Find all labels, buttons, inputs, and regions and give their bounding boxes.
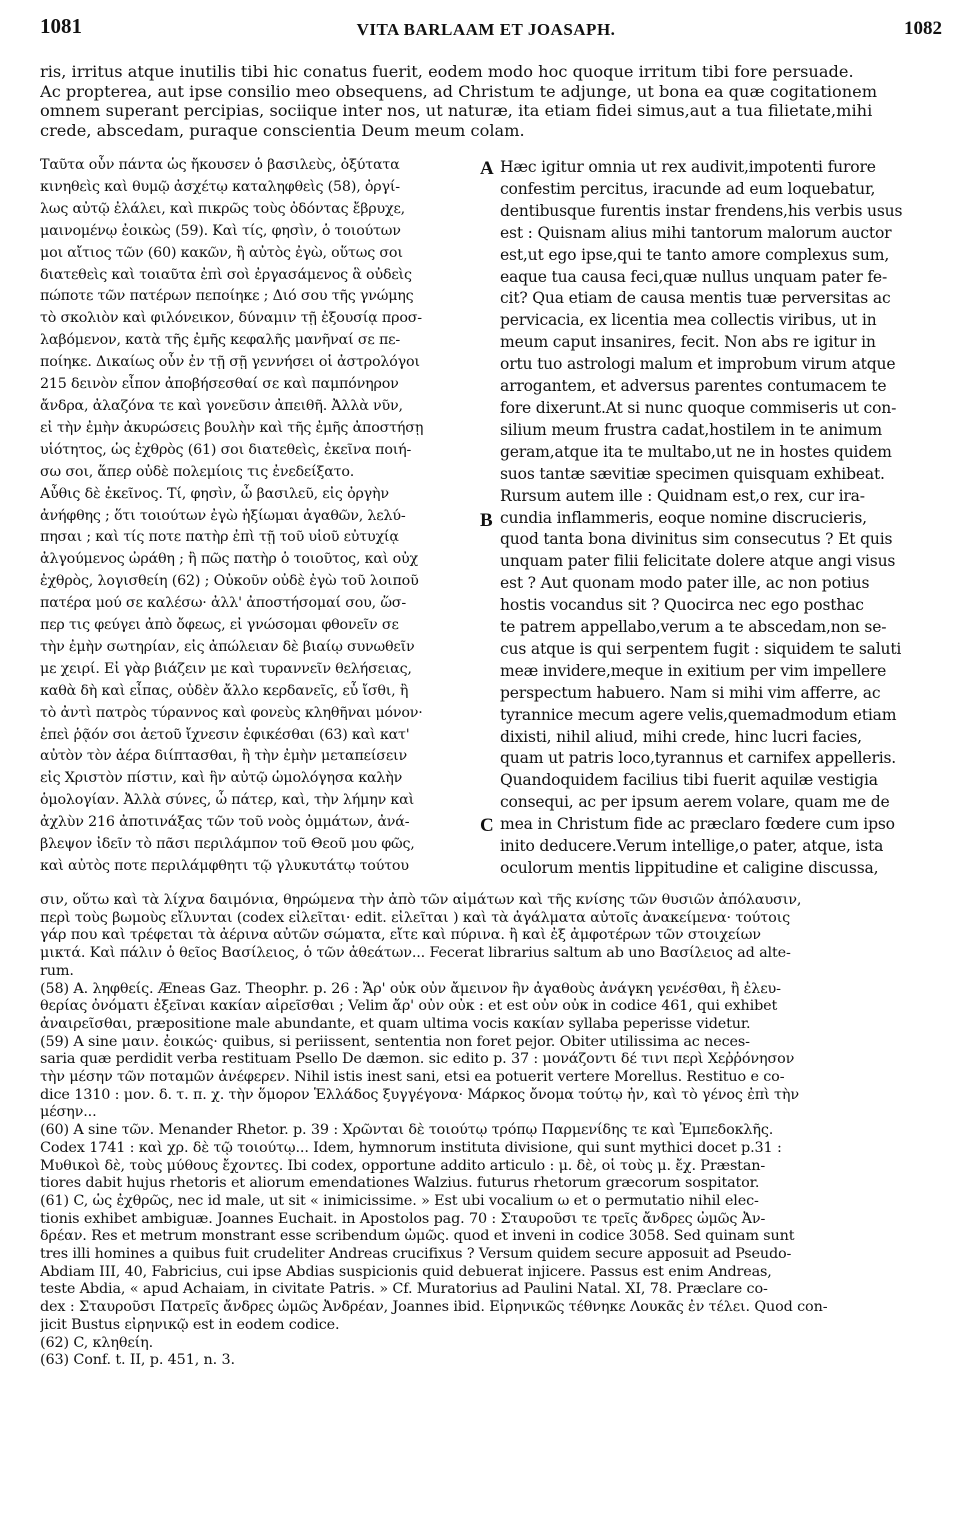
latin-line: Hæc igitur omnia ut rex audivit,impotenti furore bbox=[500, 158, 876, 176]
intro-line: ris, irritus atque inutilis tibi hic conatus fuerit, eodem modo hoc quoque irritum tibi fore persuade. bbox=[40, 62, 854, 81]
latin-line: Rursum autem ille : Quidnam est,o rex, cur ira- bbox=[500, 486, 865, 505]
intro-line: crede, abscedam, puraque conscientia Deum meum colam. bbox=[40, 121, 525, 141]
greek-line: καὶ αὐτὸς ποτε περιλάμφθητι τῷ γλυκυτάτῳ τούτου bbox=[40, 858, 409, 874]
greek-line: περ τις φεύγει ἀπὸ ὄφεως, εἰ γνώσομαι φθονεῖν σε bbox=[40, 617, 399, 634]
footnote-line: γάρ που καὶ τρέφεται τὰ ἀέρινα αὐτῶν σώματα, εἴτε καὶ πύρινα. ἢ καὶ ἐξ ἀμφοτέρων τῶν στοιχείων bbox=[40, 927, 761, 944]
footnotes bbox=[40, 892, 935, 1370]
latin-line: est,ut ego ipse,qui te tanto amore complexus sum, bbox=[500, 245, 890, 264]
latin-line: arrogantem, et adversus parentes contumacem te bbox=[500, 377, 887, 396]
latin-line: hostis vocandus sit ? Quocirca nec ego posthac bbox=[500, 596, 864, 615]
greek-line: τὴν ἐμὴν σωτηρίαν, εἰς ἀπώλειαν δὲ βιαίῳ συνωθεῖν bbox=[40, 638, 415, 655]
greek-line: μαινομένῳ ἐοικὼς (59). Καὶ τίς, φησὶν, ὁ τοιούτων bbox=[40, 222, 401, 239]
latin-line: te patrem appellabo,verum a te abscedam,non se- bbox=[500, 618, 887, 637]
greek-line: πατέρα μού σε καλέσω· ἀλλ' ἀποστήσομαί σου, ὥσ- bbox=[40, 595, 406, 612]
footnote-line: teste Abdia, « apud Achaiam, in civitate Patris. » Cf. Muratorius ad Paulini Natal. XI, 78. Præclare co- bbox=[40, 1281, 768, 1298]
footnote-line: tionis exhibet ambiguæ. Joannes Euchait. in Apostolos pag. 70 : Σταυροῦσι τε τρεῖς ἄνδρες ὠμῶς Ἀν- bbox=[40, 1210, 766, 1227]
greek-line: με χειρί. Εἰ γὰρ βιάζειν με καὶ τυραννεῖν θελήσειας, bbox=[40, 660, 412, 677]
greek-line: ἀνήφθης ; ὅτι τοιούτων ἐγὼ ἠξίωμαι ἀγαθῶν, λελύ- bbox=[40, 507, 406, 524]
greek-line: ποίηκε. Δικαίως οὖν ἐν τῇ σῇ γεννήσει οἱ ἀστρολόγοι bbox=[40, 354, 420, 371]
footnote-line: rum. bbox=[40, 962, 74, 979]
intro-line: omnem superant percipias, sociique inter nos, ut naturæ, ita etiam fidei simus,aut a tua filietate,mihi bbox=[40, 101, 873, 121]
latin-line: Quandoquidem facilius tibi fuerit aquilæ vestigia bbox=[500, 771, 878, 790]
footnote-line: saria quæ perdidit verba restituam Psello De dæmon. sic edito p. 37 : μονάζοντι δέ τινι περὶ Χεῤῥόνησον bbox=[40, 1051, 795, 1068]
footnote-line: (62) C, κληθείη. bbox=[40, 1334, 154, 1351]
latin-line: eaque tua causa feci,quæ nullus unquam pater fe- bbox=[500, 267, 888, 286]
footnote-line: θερίας ὀνόματι ἐξεῖναι κακίαν αἱρεῖσθαι ; Velim ἄρ' οὖν οὐκ : et est οὖν οὐκ in codice 461, qui exhibet bbox=[40, 998, 778, 1015]
footnote-line: σιν, οὕτω καὶ τὰ λίχνα δαιμόνια, θηρώμενα τὴν ἀπὸ τῶν αἱμάτων καὶ τῆς κνίσης τῶν θυσιῶν ἀπόλαυσιν, bbox=[40, 892, 802, 908]
greek-line: 215 δεινὸν εἶπον ἀποβήσεσθαί σε καὶ παμπόνηρον bbox=[40, 376, 399, 393]
running-header bbox=[30, 14, 942, 44]
footnote-line: tiores dabit hujus rhetoris et aliorum emendationes Walzius. futurus rhetorum græcorum sospitator. bbox=[40, 1175, 760, 1192]
latin-line: meæ invidere,meque in exitium per vim impellere bbox=[500, 661, 887, 680]
latin-line: unquam pater filii felicitate dolere atque angi visus bbox=[500, 552, 896, 571]
greek-line: πώποτε τῶν πατέρων πεποίηκε ; Διό σου τῆς γνώμης bbox=[40, 288, 414, 305]
page-number-left: 1081 bbox=[40, 14, 82, 38]
greek-line: διατεθεὶς καὶ τοιαῦτα ἐπὶ σοὶ ἐργασάμενος ἃ οὐδεὶς bbox=[40, 266, 412, 283]
latin-line: tyrannice mecum agere velis,quemadmodum etiam bbox=[500, 705, 897, 724]
latin-line: inito deducere.Verum intellige,o pater, atque, ista bbox=[500, 837, 884, 856]
footnote-line: tres illi homines a quibus fuit crudeliter Andreas crucifixus ? Versum quidem secure apposuit ad Pseudo- bbox=[40, 1246, 792, 1263]
greek-line: ἀλγούμενος ὠράθη ; ἢ πῶς πατὴρ ὁ τοιοῦτος, καὶ οὐχ bbox=[40, 551, 418, 568]
section-marker-a: A bbox=[480, 158, 494, 179]
greek-line: εἰς Χριστὸν πίστιν, καὶ ἣν αὐτῷ ὡμολόγησα καλὴν bbox=[40, 770, 403, 787]
footnote-line: (61) C, ὡς ἐχθρῶς, nec id male, ut sit « inimicissime. » Est ubi vocalium ω et ο permutatio nihil elec- bbox=[40, 1192, 759, 1209]
footnote-line: (63) Conf. t. II, p. 451, n. 3. bbox=[40, 1352, 235, 1369]
footnote-line: Μυθικοὶ δὲ, τοὺς μύθους ἔχοντες. Ibi codex, opportune addito articulo : μ. δὲ, οἱ τοὺς μ. ἔχ. Præstan- bbox=[40, 1157, 766, 1174]
greek-column bbox=[40, 155, 488, 878]
latin-line: dixisti, nihil aliud, mihi crede, hinc lucri facies, bbox=[500, 727, 862, 746]
footnote-line: (60) A sine τῶν. Menander Rhetor. p. 39 : Χρῶνται δὲ τοιούτῳ τρόπῳ Παρμενίδης τε καὶ Ἐμπεδοκλῆς. bbox=[40, 1122, 774, 1139]
greek-line: λαβόμενον, κατὰ τῆς ἐμῆς κεφαλῆς μανῆναί σε πε- bbox=[40, 332, 401, 349]
footnote-line: jicit Bustus εἰρηνικῷ est in eodem codice. bbox=[40, 1316, 340, 1333]
latin-line: oculorum mentis lippitudine et caligine discussa, bbox=[500, 859, 879, 877]
greek-line: ὁμολογίαν. Ἀλλὰ σύνες, ὦ πάτερ, καὶ, τὴν λήμην καὶ bbox=[40, 792, 415, 809]
greek-line: ἀχλὺν 216 ἀποτινάξας τῶν τοῦ νοὸς ὀμμάτων, ἀνά- bbox=[40, 814, 410, 831]
footnote-line: Abdiam III, 40, Fabricius, cui ipse Abdias suspicionis quid debuerat injicere. Passus est enim Andreas, bbox=[40, 1263, 772, 1280]
latin-line: quam ut patris loco,tyrannus et carnifex appelleris. bbox=[500, 749, 897, 768]
footnote-line: τὴν μέσην τῶν ποταμῶν ἀνέφερεν. Nihil istis inest sani, etsi ea potuerit vertere Morellus. Restituo e co- bbox=[40, 1069, 785, 1086]
latin-line: silium meum frustra cadat,hostilem in te animum bbox=[500, 420, 882, 439]
page-number-right: 1082 bbox=[904, 18, 942, 39]
latin-line: dentibusque furentis instar frendens,his verbis usus bbox=[500, 201, 903, 220]
greek-line: τὸ ἀντὶ πατρὸς τύραννος καὶ φονεὺς κληθῆναι μόνον· bbox=[40, 704, 423, 721]
greek-line: ἄνδρα, ἀλαζόνα τε καὶ γονεῦσιν ἀπειθῆ. Ἀλλὰ νῦν, bbox=[40, 397, 403, 414]
greek-line: λως αὐτῷ ἐλάλει, καὶ πικρῶς τοὺς ὀδόντας ἔβρυχε, bbox=[40, 200, 406, 217]
greek-line: ἐχθρὸς, λογισθείη (62) ; Οὐκοῦν οὐδὲ ἐγὼ τοῦ λοιποῦ bbox=[40, 573, 419, 590]
latin-line: perspectum habuero. Nam si mihi vim afferre, ac bbox=[500, 683, 881, 702]
latin-line: est : Quisnam alius mihi tantorum malorum auctor bbox=[500, 223, 892, 242]
latin-column bbox=[500, 157, 935, 880]
latin-line: mea in Christum fide ac præclaro fœdere cum ipso bbox=[500, 815, 895, 834]
greek-line: μοι αἴτιος τῶν (60) κακῶν, ἢ αὐτὸς ἐγὼ, οὕτως σοι bbox=[40, 244, 403, 261]
greek-line: ἐπεὶ ῥᾷόν σοι ἀετοῦ ἴχνεσιν ἐφικέσθαι (63) καὶ κατ' bbox=[40, 726, 410, 743]
latin-line: meum caput insanires, fecit. Non abs re igitur in bbox=[500, 333, 876, 352]
footnote-line: (58) A. ληφθείς. Æneas Gaz. Theophr. p. 26 : Ἄρ' οὐκ οὖν ἄμεινον ἢν ἀγαθοὺς ἀνάγκη γενέσθαι, ἢ ἐλευ- bbox=[40, 980, 781, 997]
greek-line: καθὰ δὴ καὶ εἶπας, οὐδὲν ἄλλο κερδανεῖς, εὖ ἴσθι, ἢ bbox=[40, 682, 409, 699]
greek-line: πησαι ; καὶ τίς ποτε πατὴρ ἐπὶ τῇ τοῦ υἱοῦ εὐτυχίᾳ bbox=[40, 529, 399, 546]
section-marker-b: B bbox=[480, 510, 493, 531]
footnote-line: μέσην... bbox=[40, 1104, 97, 1121]
latin-line: cus atque is qui serpentem fugit : siquidem te saluti bbox=[500, 639, 902, 658]
footnote-line: dex : Σταυροῦσι Πατρεῖς ἄνδρες ὠμῶς Ἀνδρέαν, Joannes ibid. Εἰρηνικῶς τέθνηκε Λουκᾶς ἐν τέλει. Quod con- bbox=[40, 1299, 828, 1316]
greek-line: βλεψον ἰδεῖν τὸ πᾶσι περιλάμπον τοῦ Θεοῦ μου φῶς, bbox=[40, 836, 415, 853]
latin-line: ortu tuo astrologi malum et improbum virum atque bbox=[500, 355, 896, 374]
section-marker-c: C bbox=[480, 815, 494, 836]
greek-line: σω σοι, ἅπερ οὐδὲ πολεμίοις τις ἐνεδείξατο. bbox=[40, 463, 355, 480]
latin-line: est ? Aut quonam modo pater ille, ac non potius bbox=[500, 574, 870, 593]
latin-line: confestim percitus, iracunde ad eum loquebatur, bbox=[500, 179, 876, 198]
greek-line: εἰ τὴν ἐμὴν ἀκυρώσεις βουλὴν καὶ τῆς ἐμῆς ἀποστήσῃ bbox=[40, 419, 424, 436]
intro-line: Ac propterea, aut ipse consilio meo obsequens, ad Christum te adjunge, ut bona ea quæ cogitationem bbox=[40, 81, 878, 101]
running-title: VITA BARLAAM ET JOASAPH. bbox=[356, 20, 616, 39]
footnote-line: (59) A sine μαιν. ἐοικώς· quibus, si periissent, sententia non foret pejor. Obiter utilissima ac neces- bbox=[40, 1033, 750, 1050]
greek-line: κινηθεὶς καὶ θυμῷ ἀσχέτῳ καταληφθεὶς (58), ὀργί- bbox=[40, 178, 400, 195]
latin-line: pervicacia, ex licentia mea collectis viribus, ut in bbox=[500, 311, 877, 330]
greek-line: αὐτὸν τὸν ἀέρα διίπτασθαι, ἢ τὴν ἐμὴν μεταπείσειν bbox=[40, 748, 407, 765]
footnote-line: dice 1310 : μον. δ. τ. π. χ. τὴν ὅμορον Ἑλλάδος ξυγγέγονα· Μάρκος ὄνομα τούτῳ ἦν, καὶ τὸ γένος ἐπὶ τὴν bbox=[40, 1086, 799, 1103]
footnote-line: ἀναιρεῖσθαι, præpositione male abundante, et quam ultima vocis κακίαν syllaba peperisse videtur. bbox=[40, 1015, 751, 1032]
latin-line: fore dixerunt.At si nunc quoque commiseris ut con- bbox=[500, 398, 897, 417]
greek-line: υἱότητος, ὡς ἐχθρὸς (61) σοι διατεθεὶς, ἐκεῖνα ποιή- bbox=[40, 441, 412, 458]
greek-line: τὸ σκολιὸν καὶ φιλόνεικον, δύναμιν τῇ ἐξουσίᾳ προσ- bbox=[40, 310, 422, 327]
footnote-line: περὶ τοὺς βωμοὺς εἴλυνται (codex εἰλεῖται· edit. εἰλεῖται ) καὶ τὰ ἀγάλματα αὐτοῖς ἀνακείμενα· τούτοις bbox=[40, 909, 790, 926]
greek-line: Αὖθις δὲ ἐκεῖνος. Τί, φησὶν, ὦ βασιλεῦ, εἰς ὀργὴν bbox=[40, 485, 389, 502]
latin-line: suos tantæ sævitiæ specimen quisquam exhibeat. bbox=[500, 464, 885, 483]
latin-line: consequi, ac per ipsum aerem volare, quam me de bbox=[500, 793, 890, 812]
footnote-line: Codex 1741 : καὶ χρ. δὲ τῷ τοιούτῳ... Idem, hymnorum instituta divisione, qui sunt mythici docet p.31 : bbox=[40, 1139, 782, 1156]
latin-line: quod tanta bona divinitus sim consecutus ? Et quis bbox=[500, 530, 893, 549]
footnote-line: δρέαν. Res et metrum monstrant esse scribendum ὠμῶς. quod et inveni in codice 3058. Sed quinam sunt bbox=[40, 1228, 795, 1245]
latin-line: cit? Qua etiam de causa mentis tuæ perversitas ac bbox=[500, 289, 891, 308]
latin-line: cundia inflammeris, eoque nomine discrucieris, bbox=[500, 508, 867, 527]
intro-paragraph bbox=[40, 62, 935, 141]
footnote-line: μικτά. Καὶ πάλιν ὁ θεῖος Βασίλειος, ὁ τῶν ἀθεάτων... Fecerat librarius saltum ab uno Βασίλειος ad alte- bbox=[40, 945, 791, 962]
latin-line: geram,atque ita te multabo,ut ne in hostes quidem bbox=[500, 442, 892, 461]
greek-line: Ταῦτα οὖν πάντα ὡς ἤκουσεν ὁ βασιλεὺς, ὀξύτατα bbox=[40, 157, 400, 173]
